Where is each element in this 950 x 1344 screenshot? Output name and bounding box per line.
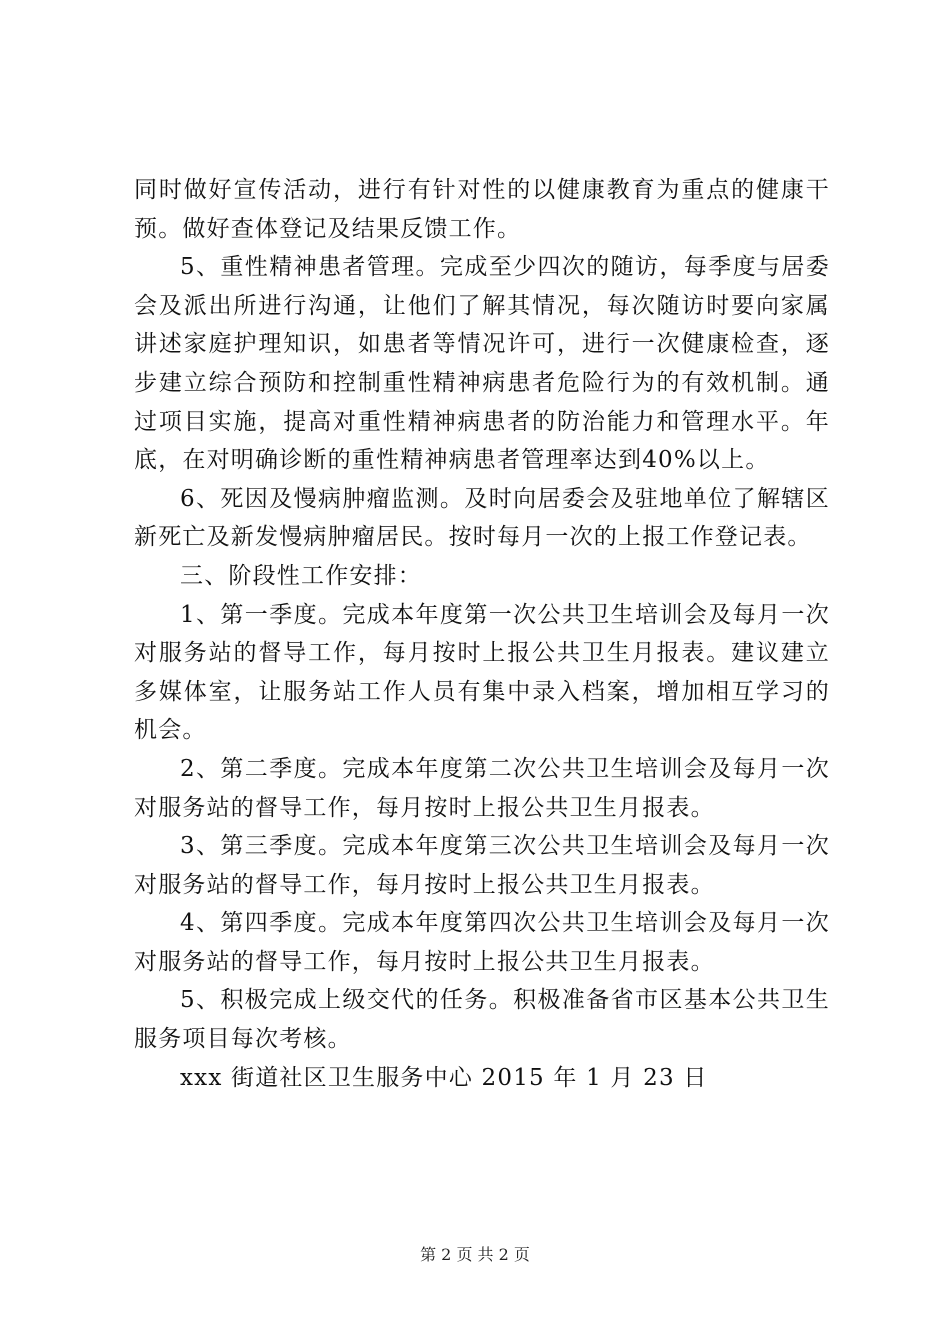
page-number-footer: 第 2 页 共 2 页: [420, 1245, 530, 1264]
paragraph-quarter-3: 3、第三季度。完成本年度第三次公共卫生培训会及每月一次对服务站的督导工作，每月按时上报公共卫生月报表。: [134, 833, 830, 898]
paragraph-continued: 同时做好宣传活动，进行有针对性的以健康教育为重点的健康干预。做好查体登记及结果反馈工作。: [134, 177, 830, 242]
section-heading-schedule: 三、阶段性工作安排：: [180, 562, 422, 589]
paragraph-quarter-2: 2、第二季度。完成本年度第二次公共卫生培训会及每月一次对服务站的督导工作，每月按时上报公共卫生月报表。: [134, 755, 830, 821]
paragraph-quarter-1: 1、第一季度。完成本年度第一次公共卫生培训会及每月一次对服务站的督导工作，每月按时上报公共卫生月报表。建议建立多媒体室，让服务站工作人员有集中录入档案，增加相互学习的机会。: [134, 601, 830, 744]
signature-date-line: xxx 街道社区卫生服务中心 2015 年 1 月 23 日: [180, 1064, 708, 1091]
paragraph-quarter-4: 4、第四季度。完成本年度第四次公共卫生培训会及每月一次对服务站的督导工作，每月按时上报公共卫生月报表。: [134, 910, 830, 975]
paragraph-item-6-monitoring: 6、死因及慢病肿瘤监测。及时向居委会及驻地单位了解辖区新死亡及新发慢病肿瘤居民。按时每月一次的上报工作登记表。: [134, 485, 830, 551]
paragraph-item-5-tasks: 5、积极完成上级交代的任务。积极准备省市区基本公共卫生服务项目每次考核。: [134, 987, 830, 1053]
paragraph-item-5-mental-health: 5、重性精神患者管理。完成至少四次的随访，每季度与居委会及派出所进行沟通，让他们了解其情况，每次随访时要向家属讲述家庭护理知识，如患者等情况许可，进行一次健康检查，逐步建立综合预防和控制重性精神病患者危险行为的有效机制。通过项目实施，提高对重性精神病患者的防治能力和管理水平。年底，在对明确诊断的重性精神病患者管理率达到40%以上。: [134, 254, 830, 474]
document-body: [134, 171, 830, 1097]
